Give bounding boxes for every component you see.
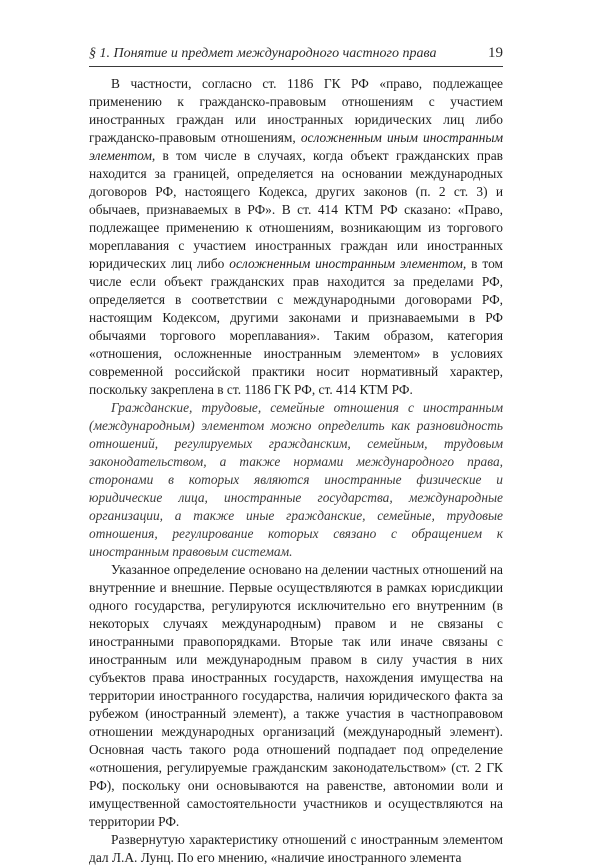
paragraph-1-text-c: в том числе в случаях, когда объект гражданских прав находится за границей, определяется на основании международных договоров РФ, настоящего Кодекса, других законов (п. 2 ст. 3) и обычаев, признаваемых в РФ». В ст. 414 КТМ РФ сказано: «Право, подлежащее применению к отношениям, возникающим из торгового мореплавания с участием иностранных граждан или иностранных юридических лиц либо [89,148,503,271]
body-text [89,75,503,867]
page-number: 19 [488,45,503,61]
section-title: § 1. Понятие и предмет международного частного права [89,46,437,61]
paragraph-3: Указанное определение основано на делении частных отношений на внутренние и внешние. Первые осуществляются в рамках юрисдикции одного государства, регулируются исключительно его внутренним (в некоторых случаях международным) правом и не связаны с иностранными правопорядками. Вторые так или иначе связаны с иностранным или международным правом в силу участия в них субъектов права иностранных государств, нахождения имущества на территории иностранного государства, наличия юридического факта за рубежом (иностранный элемент), а также участия в частноправовом отношении международных организаций (международный элемент). Основная часть такого рода отношений подпадает под определение «отношения, регулируемые гражданским законодательством» (ст. 2 ГК РФ), поскольку они основываются на равенстве, автономии воли и имущественной самостоятельности участников и осуществляются на территории РФ. [89,562,503,829]
running-head [89,43,503,67]
paragraph-1-emphasis-1: осложненным иным иностранным элементом, [89,130,503,163]
paragraph-1-emphasis-2: осложненным иностранным элементом, [229,256,467,271]
paragraph-1-text-e: в том числе если объект гражданских прав находится за пределами РФ, определяется в соответствии с международными договорами РФ, настоящим Кодексом, другими законами и признаваемыми в РФ обычаями торгового мореплавания». Таким образом, категория «отношения, осложненные иностранным элементом» в условиях современной российской практики носит нормативный характер, поскольку закреплена в ст. 1186 ГК РФ, ст. 414 КТМ РФ. [89,256,503,397]
paragraph-1 [89,75,503,399]
header-rule [89,66,503,67]
paragraph-1-text-a: В частности, согласно ст. 1186 ГК РФ «право, подлежащее применению к гражданско-правовым отношениям с участием иностранных граждан или иностранных юридических лиц либо гражданско-правовым отношениям, [89,76,503,145]
paragraph-4: Развернутую характеристику отношений с иностранным элементом дал Л.А. Лунц. По его мнению, «наличие иностранного элемента [89,832,503,865]
paragraph-2-definition: Гражданские, трудовые, семейные отношения с иностранным (международным) элементом можно определить как разновидность отношений, регулируемых гражданским, семейным, трудовым законодательством, а также нормами международного права, сторонами в которых являются иностранные физические и юридические лица, иностранные государства, международные организации, а также иные гражданские, семейные, трудовые отношения, регулирование которых связано с обращением к иностранным правовым системам. [89,400,503,559]
